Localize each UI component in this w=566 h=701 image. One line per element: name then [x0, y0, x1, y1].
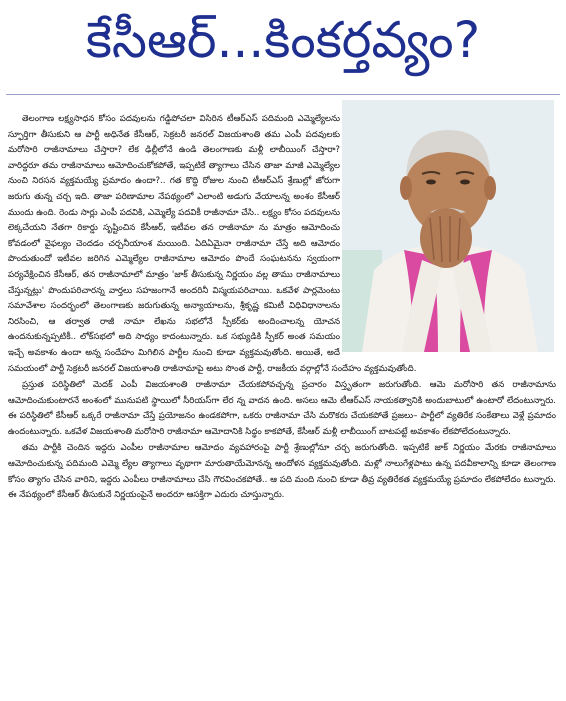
headline: కేసీఆర్...కింకర్తవ్యం? — [85, 10, 481, 69]
paragraph-2: ప్రస్తుత పరిస్థితిలో మెదక్ ఎంపీ విజయశాంతి రాజీనామా చేయకపోవచ్చన్న ప్రచారం విస్తృతంగా జరుగుతోంది. ఆమె మరోసారి తన రాజీనామాను ఆమోదించుకుంటారనే అంశంలో మునుపటి స్థాయిలో సీరియస్‌గా లేర న్న వాదన ఉంది. అసలు ఆమె టీఆర్ఎస్ నాయకత్వానికి అందుబాటులో ఉంటారో లేదంటున్నారు. ఈ పరిస్థితిలో కేసీఆర్ ఒక్కరే రాజీనామా చేస్తే ప్రయోజనం ఉండకపోగా, ఒకరు రాజీనామా చేసి మరొకరు చేయకపోతే ప్రజలు– పార్టీలో వ్యతిరేక సంకేతాలు వెళ్లే ప్రమాదం ఉందంటున్నారు. ఒకవేళ విజయశాంతి మరోసారి రాజీనామా ఆమోదానికి సిద్ధం కాకపోతే, కేసీఆర్ మళ్లీ లాబీయింగ్ బాటపట్టే అవకాశం లేకపోలేదంటున్నారు. — [8, 380, 556, 437]
article-body — [8, 112, 556, 504]
photo-spacer — [340, 112, 556, 352]
headline-divider — [6, 94, 560, 95]
paragraph-3: తమ పార్టీకి చెందిన ఇద్దరు ఎంపీల రాజీనామాల ఆమోదం వ్యవహారంపై పార్టీ శ్రేణుల్లోనూ చర్చ జరుగుతోంది. ఇప్పటికే జాక్ నిర్ణయం మేరకు రాజీనామాలు ఆమోదించుకున్న పదిమంది ఎమ్మె ల్యేల త్యాగాలు వృథాగా మారుతాయేమోనన్న ఆందోళన వ్యక్తమవుతోంది. మళ్లో నాలుగేళ్లపాటు ఉన్న పదవీకాలాన్ని కూడా తెలంగాణ కోసం త్యాగం చేసిన వారిని, ఇద్దరు ఎంపీలు రాజీనామాలు చేసి గౌరవించకపోతే.. ఆ పది మంది నుంచి కూడా తీవ్ర వ్యతిరేకత వ్యక్తమయ్యే ప్రమాదం లేకపోలేదం టున్నారు. ఈ నేపథ్యంలో కేసీఆర్ తీసుకునే నిర్ణయంపైనే అందరూ ఆసక్తిగా ఎదురు చూస్తున్నారు. — [8, 443, 556, 501]
paragraph-1: తెలంగాణ లక్ష్యసాధన కోసం పదవులను గడ్డిపోచలా విసిరిన టీఆర్ఎస్ పదిమంది ఎమ్మెల్యేలను స్ఫూర్తిగా తీసుకుని ఆ పార్టీ అధినేత కేసీఆర్, సెక్రటరీ జనరల్ విజయశాంతి తమ ఎంపీ పదవులకు మరోసారి రాజీనామాలు చేస్తారా? లేక ఢిల్లీలోనే ఉండి తెలంగాణకు మళ్లీ లాబీయింగ్ చేస్తారా? వారిద్దరూ తమ రాజీనామాలు ఆమోదించుకోకపోతే, ఇప్పటికే త్యాగాలు చేసిన తాజా మాజీ ఎమ్మెల్యేల నుంచి నిరసన వ్యక్తమయ్యే ప్రమాదం ఉందా?.. గత కొద్ది రోజుల నుంచి టీఆర్ఎస్ శ్రేణుల్లో జోరుగా జరుగు తున్న చర్చ ఇది. తాజా పరిణామాల నేపథ్యంలో ఎలాంటి అడుగు వేయాలన్న అంశం కేసీఆర్ ముందు ఉంది. రెండు సార్లు ఎంపీ పదవికి, ఎమ్మెల్యే పదవికీ రాజీనామా చేసి.. లక్ష్యం కోసం పదవులను లెక్కచేయని నేతగా రికార్డు సృష్టించిన కేసీఆర్, ఇటీవల తన రాజీనామా ను మాత్రం ఆమోదించు కోవడంలో వైఫల్యం చెందడం చర్చనీయాంశ మయింది. ఏదిఏమైనా రాజీనామా చేస్తే అది ఆమోదం పొందుతుందో ఇటీవల జరిగిన ఎమ్మెల్యేల రాజీనామాల ఆమోదం పొందే సంఘటనను స్వయంగా పర్యవేక్షించిన కేసీఆర్, తన రాజీనామాలో మాత్రం 'జాక్ తీసుకున్న నిర్ణయం వల్ల తాము రాజీనామాలు చేస్తున్నట్లు' పొందుపరిచారన్న వార్తలు సహజంగానే అందరినీ విస్మయపరిచాయి. ఒకవేళ పార్లమెంటు సమావేశాల సందర్భంలో తెలంగాణకు జరుగుతున్న అన్యాయాలను, శ్రీకృష్ణ కమిటీ విధివిధానాలను నిరసించి, ఆ తర్వాత రాజీ నామా లేఖను సభలోనే స్పీకర్‌కు అందించాలన్న యోచన ఉందనుకున్నప్పటికీ.. లోక్‌సభలో అది సాధ్యం కాదంటున్నారు. ఒక సభ్యుడికి స్పీకర్ అంత సమయం ఇచ్చే అవకాశం ఉందా అన్న సందేహం మిగిలిన పార్టీల నుంచి కూడా వ్యక్తమవుతోంది. అయితే, అదే సమయంలో పార్టీ సెక్రటరీ జనరల్ విజయశాంతి రాజీనామాపై అటు సొంత పార్టీ, రాజకీయ వర్గాల్లోనే సందేహం వ్యక్తమవుతోంది. — [8, 114, 417, 374]
